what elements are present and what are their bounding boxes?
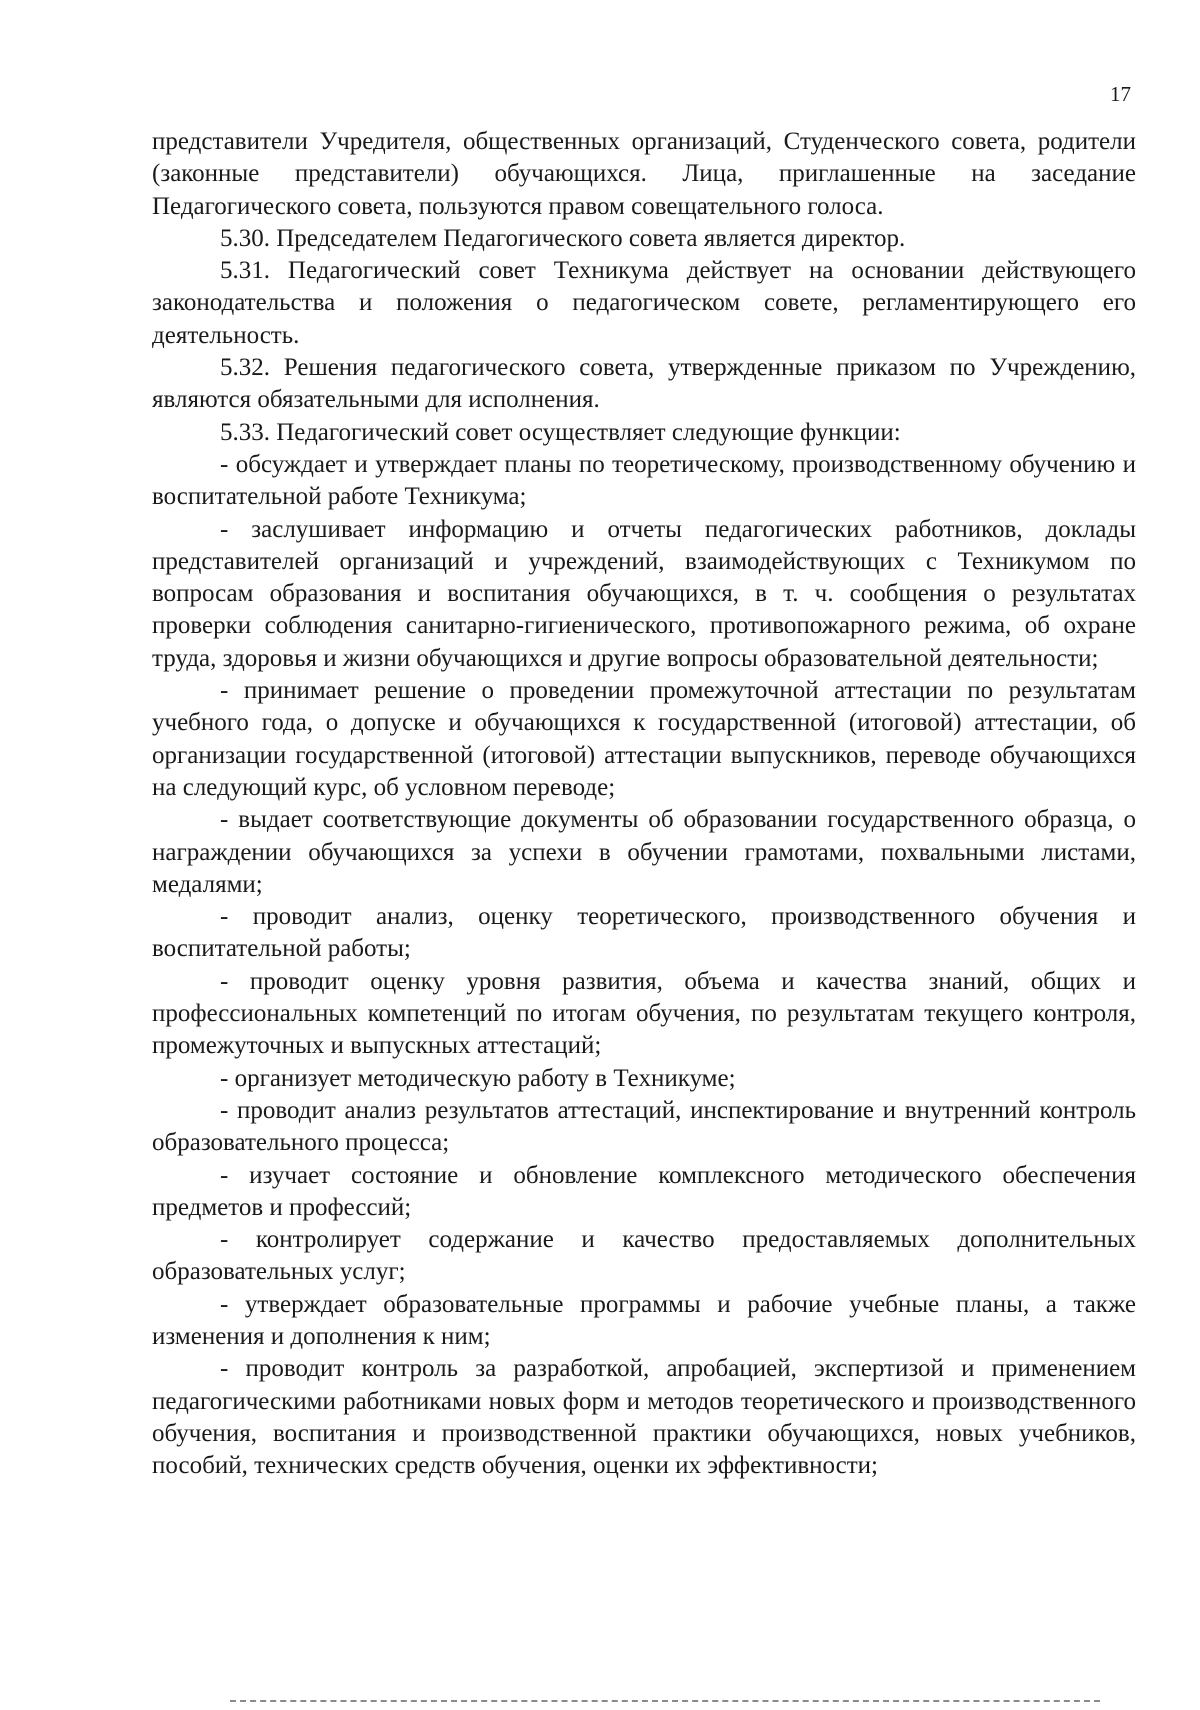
function-item: - выдает соответствующие документы об образовании государственного образца, о награждении обучающихся за успехи в обучении грамотами, похвальными листами, медалями;: [152, 806, 1136, 898]
paragraph-continuation: представители Учредителя, общественных организаций, Студенческого совета, родители (законные представители) обучающихся. Лица, приглашенные на заседание Педагогического совета, пользуются правом совещательного голоса.: [152, 128, 1136, 220]
function-item: - принимает решение о проведении промежуточной аттестации по результатам учебного года, о допуске и обучающихся к государственной (итоговой) аттестации, об организации государственной (итоговой) аттестации выпускников, переводе обучающихся на следующий курс, об условном переводе;: [152, 677, 1136, 801]
function-item: - проводит оценку уровня развития, объема и качества знаний, общих и профессиональных компетенций по итогам обучения, по результатам текущего контроля, промежуточных и выпускных аттестаций;: [152, 967, 1136, 1060]
scan-artifact-line: [230, 1700, 1100, 1702]
function-item: - утверждает образовательные программы и рабочие учебные планы, а также изменения и дополнения к ним;: [152, 1290, 1136, 1350]
function-item: - проводит анализ, оценку теоретического, производственного обучения и воспитательной работы;: [152, 903, 1136, 963]
paragraph-5-33: 5.33. Педагогический совет осуществляет следующие функции:: [220, 418, 901, 446]
function-item: - изучает состояние и обновление комплексного методического обеспечения предметов и профессий;: [152, 1161, 1136, 1221]
paragraph-5-32: 5.32. Решения педагогического совета, утвержденные приказом по Учреждению, являются обязательными для исполнения.: [152, 354, 1136, 414]
document-body: [152, 126, 1136, 1482]
function-item: - организует методическую работу в Техникуме;: [220, 1064, 736, 1092]
function-item: - проводит анализ результатов аттестаций, инспектирование и внутренний контроль образовательного процесса;: [152, 1096, 1136, 1157]
paragraph-5-30: 5.30. Председателем Педагогического совета является директор.: [220, 224, 906, 252]
page-number: 17: [1110, 82, 1131, 106]
function-item: - заслушивает информацию и отчеты педагогических работников, доклады представителей организаций и учреждений, взаимодействующих с Техникумом по вопросам образования и воспитания обучающихся, в т. ч. сообщения о результатах проверки соблюдения санитарно-гигиенического, противопожарного режима, об охране труда, здоровья и жизни обучающихся и другие вопросы образовательной деятельности;: [152, 515, 1136, 672]
function-item: - проводит контроль за разработкой, апробацией, экспертизой и применением педагогическими работниками новых форм и методов теоретического и производственного обучения, воспитания и производственной практики обучающихся, новых учебников, пособий, технических средств обучения, оценки их эффективности;: [152, 1355, 1136, 1480]
function-item: - обсуждает и утверждает планы по теоретическому, производственному обучению и воспитательной работе Техникума;: [152, 450, 1136, 511]
function-item: - контролирует содержание и качество предоставляемых дополнительных образовательных услуг;: [152, 1226, 1136, 1286]
paragraph-5-31: 5.31. Педагогический совет Техникума действует на основании действующего законодательства и положения о педагогическом совете, регламентирующего его деятельность.: [152, 257, 1136, 349]
